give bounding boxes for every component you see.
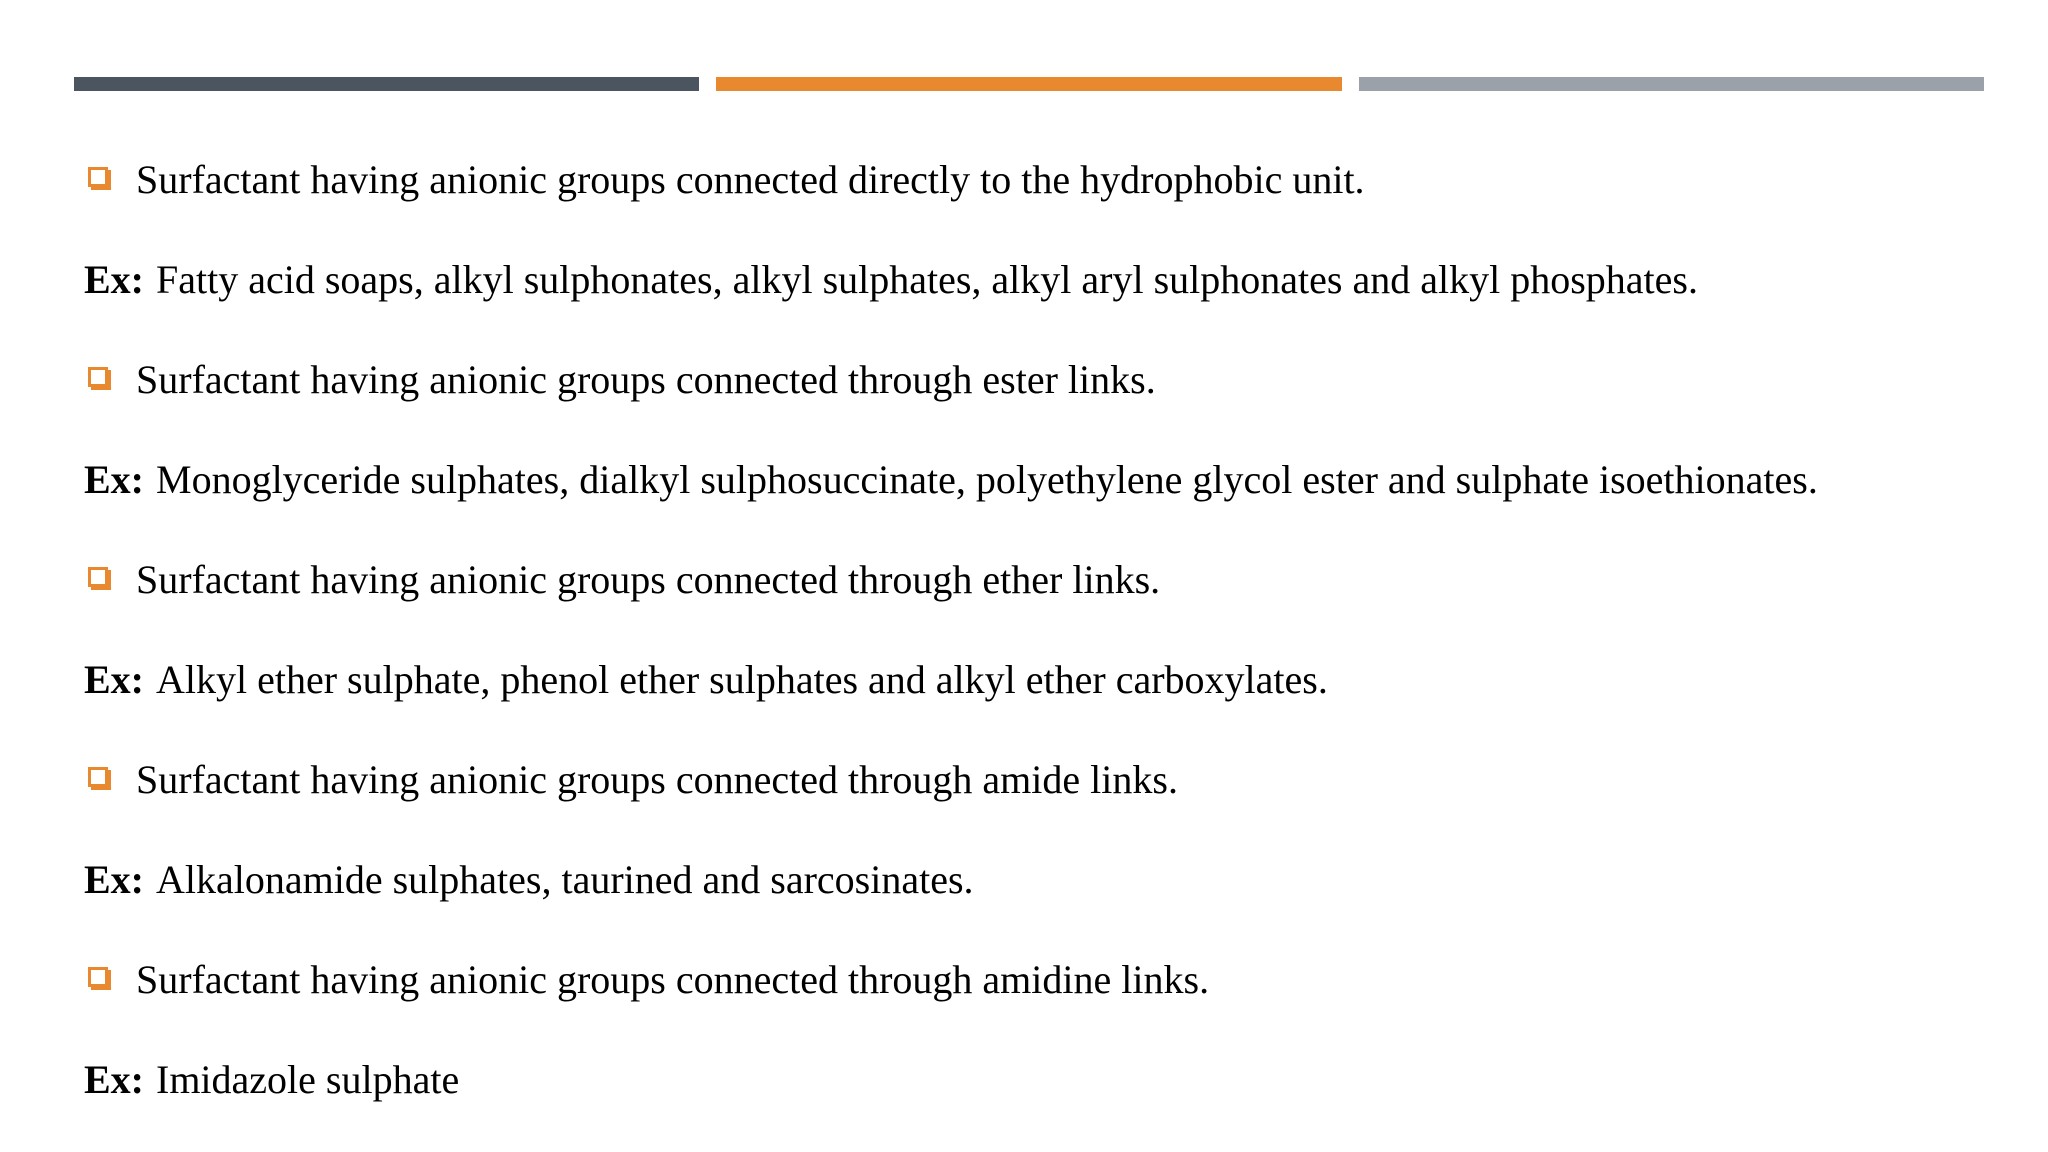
bullet-item-2 <box>84 330 1984 430</box>
example-text: Fatty acid soaps, alkyl sulphonates, alkyl sulphates, alkyl aryl sulphonates and alkyl phosphates. <box>156 257 1698 302</box>
example-text: Alkyl ether sulphate, phenol ether sulphates and alkyl ether carboxylates. <box>156 657 1328 702</box>
example-label: Ex: <box>84 257 144 302</box>
top-bar-gray <box>1359 77 1984 91</box>
bullet-text: Surfactant having anionic groups connected through amide links. <box>136 757 1178 802</box>
example-line-4 <box>84 830 1984 930</box>
top-bar-orange <box>716 77 1341 91</box>
example-label: Ex: <box>84 457 144 502</box>
example-label: Ex: <box>84 1057 144 1102</box>
checkbox-bullet-icon <box>88 967 108 987</box>
example-label: Ex: <box>84 857 144 902</box>
example-text: Monoglyceride sulphates, dialkyl sulphosuccinate, polyethylene glycol ester and sulphate isoethionates. <box>156 457 1818 502</box>
slide-content <box>84 130 1984 1130</box>
checkbox-bullet-icon <box>88 567 108 587</box>
bullet-text: Surfactant having anionic groups connected directly to the hydrophobic unit. <box>136 157 1365 202</box>
bullet-text: Surfactant having anionic groups connected through amidine links. <box>136 957 1210 1002</box>
bullet-item-1 <box>84 130 1984 230</box>
checkbox-bullet-icon <box>88 367 108 387</box>
bullet-item-3 <box>84 530 1984 630</box>
example-text: Imidazole sulphate <box>156 1057 460 1102</box>
bullet-text: Surfactant having anionic groups connected through ester links. <box>136 357 1156 402</box>
example-line-3 <box>84 630 1984 730</box>
top-decorative-bars <box>74 77 1984 91</box>
example-line-5 <box>84 1030 1984 1130</box>
bullet-item-5 <box>84 930 1984 1030</box>
checkbox-bullet-icon <box>88 767 108 787</box>
example-line-1 <box>84 230 1984 330</box>
example-text: Alkalonamide sulphates, taurined and sarcosinates. <box>156 857 974 902</box>
checkbox-bullet-icon <box>88 167 108 187</box>
top-bar-dark <box>74 77 699 91</box>
example-label: Ex: <box>84 657 144 702</box>
example-line-2 <box>84 430 1984 530</box>
bullet-text: Surfactant having anionic groups connected through ether links. <box>136 557 1161 602</box>
bullet-item-4 <box>84 730 1984 830</box>
